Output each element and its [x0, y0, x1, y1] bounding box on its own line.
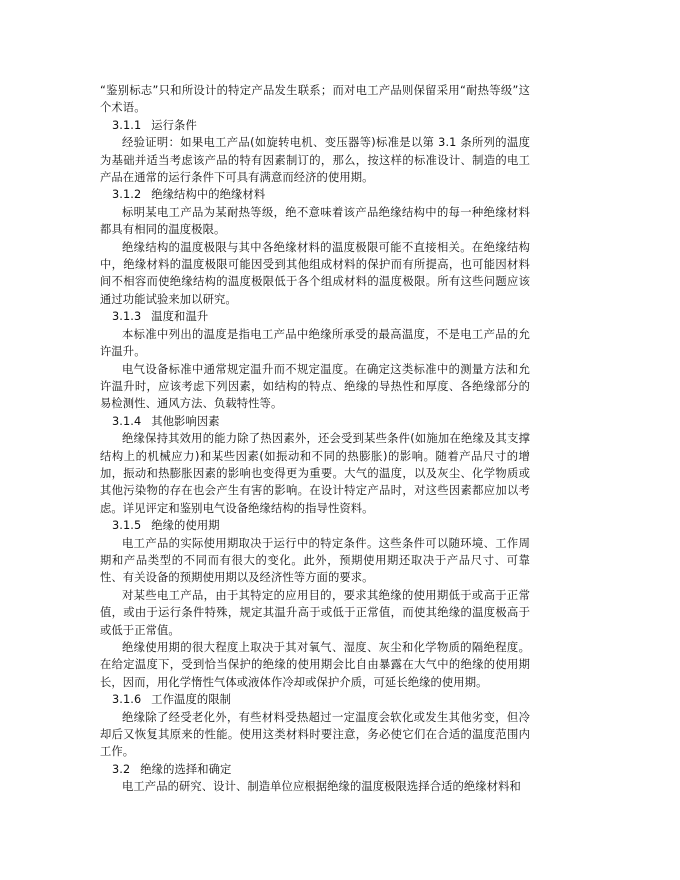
paragraph: 对某些电工产品，由于其特定的应用目的，要求其绝缘的使用期低于或高于正常值，或由于运行条件特殊，规定其温升高于或低于正常值，而使其绝缘的温度极高于或低于正常值。 [100, 588, 530, 637]
section-title: 其他影响因素 [151, 414, 220, 428]
section-title: 绝缘结构中的绝缘材料 [151, 188, 266, 202]
section-heading [100, 761, 530, 778]
section-number: 3.2 [112, 762, 131, 776]
section-number: 3.1.6 [112, 693, 142, 707]
section-number: 3.1.5 [112, 519, 142, 533]
document-body [100, 82, 530, 796]
section-title: 绝缘的使用期 [151, 519, 220, 533]
paragraph: 经验证明：如果电工产品(如旋转电机、变压器等)标准是以第 3.1 条所列的温度为基础并适当考虑该产品的特有因素制订的，那么，按这样的标准设计、制造的电工产品在通常的运行条件下可具有满意而经济的使用期。 [100, 136, 530, 185]
section-title: 温度和温升 [151, 310, 209, 324]
paragraph: 本标准中列出的温度是指电工产品中绝缘所承受的最高温度，不是电工产品的允许温升。 [100, 327, 530, 359]
section-number: 3.1.2 [112, 188, 142, 202]
section-heading [100, 186, 530, 203]
section-number: 3.1.3 [112, 310, 142, 324]
paragraph: 电工产品的实际使用期取决于运行中的特定条件。这些条件可以随环境、工作周期和产品类型的不同而有很大的变化。此外，预期使用期还取决于产品尺寸、可靠性、有关设备的预期使用期以及经济性等方面的要求。 [100, 536, 530, 585]
paragraph: 绝缘结构的温度极限与其中各绝缘材料的温度极限可能不直接相关。在绝缘结构中，绝缘材料的温度极限可能因受到其他组成材料的保护而有所提高，也可能因材料间不相容而使绝缘结构的温度极限低于各个组成材料的温度极限。所有这些问题应该通过功能试验来加以研究。 [100, 240, 530, 306]
section-title: 运行条件 [151, 118, 197, 132]
paragraph: 标明某电工产品为某耐热等级，绝不意味着该产品绝缘结构中的每一种绝缘材料都具有相同的温度极限。 [100, 205, 530, 237]
section-number: 3.1.4 [112, 414, 142, 428]
section-title: 绝缘的选择和确定 [140, 762, 232, 776]
section-heading [100, 691, 530, 708]
paragraph: “鉴别标志”只和所设计的特定产品发生联系；而对电工产品则保留采用“耐热等级”这个术语。 [100, 84, 530, 115]
section-heading [100, 413, 530, 430]
paragraph: 电工产品的研究、设计、制造单位应根据绝缘的温度极限选择合适的绝缘材料和 [122, 780, 521, 794]
paragraph: 绝缘保持其效用的能力除了热因素外，还会受到某些条件(如施加在绝缘及其支撑结构上的机械应力)和某些因素(如振动和不同的热膨胀)的影响。随着产品尺寸的增加，振动和热膨胀因素的影响也变得更为重要。大气的温度，以及灰尘、化学物质或其他污染物的存在也会产生有害的影响。在设计特定产品时，对这些因素都应加以考虑。详见评定和鉴别电气设备绝缘结构的指导性资料。 [100, 432, 530, 515]
section-heading [100, 308, 530, 325]
paragraph: 绝缘使用期的很大程度上取决于其对氧气、湿度、灰尘和化学物质的隔绝程度。在给定温度下，受到恰当保护的绝缘的使用期会比自由暴露在大气中的绝缘的使用期长，因而，用化学惰性气体或液体作冷却或保护介质，可延长绝缘的使用期。 [100, 641, 530, 689]
section-heading [100, 517, 530, 534]
paragraph: 绝缘除了经受老化外，有些材料受热超过一定温度会软化或发生其他劣变，但冷却后又恢复其原来的性能。使用这类材料时要注意，务必使它们在合适的温度范围内工作。 [100, 710, 530, 759]
section-title: 工作温度的限制 [151, 693, 232, 707]
section-number: 3.1.1 [112, 118, 142, 132]
section-heading [100, 117, 530, 134]
paragraph: 电气设备标准中通常规定温升而不规定温度。在确定这类标准中的测量方法和允许温升时，应该考虑下列因素，如结构的特点、绝缘的导热性和厚度、各绝缘部分的易检测性、通风方法、负载特性等。 [100, 362, 530, 411]
